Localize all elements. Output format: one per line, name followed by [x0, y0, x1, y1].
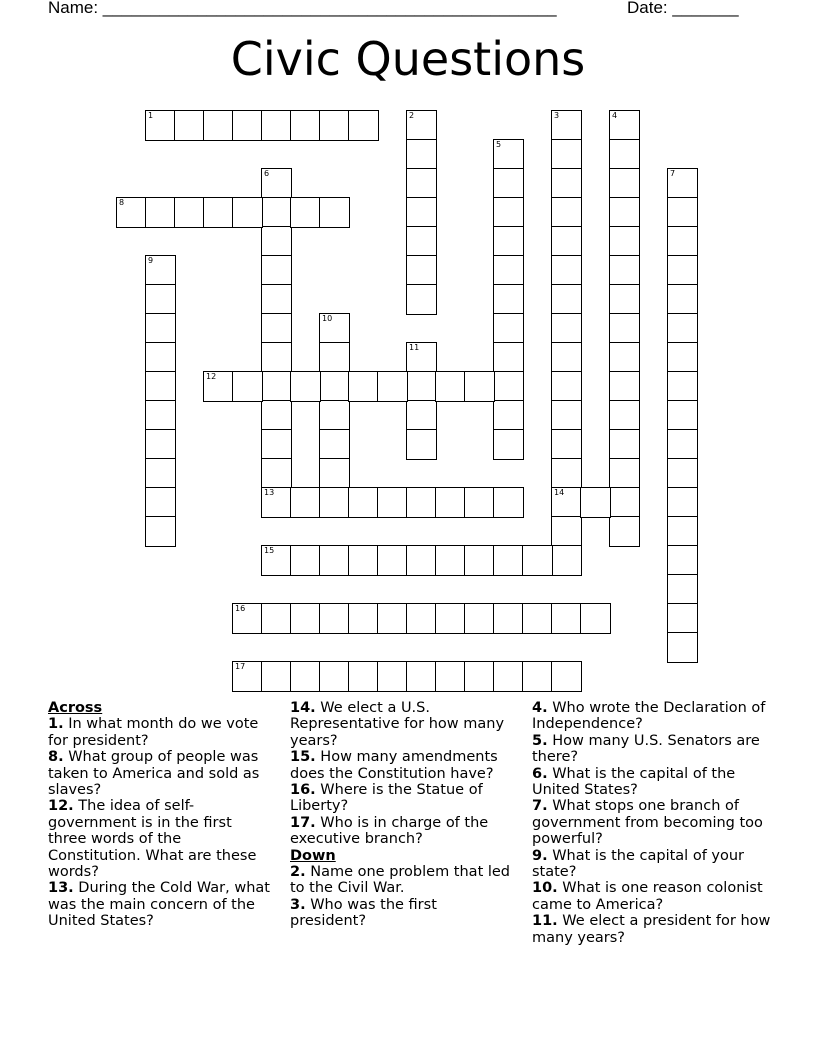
cell-number: 14	[554, 488, 565, 497]
grid-cell[interactable]	[551, 342, 582, 373]
grid-cell[interactable]	[609, 197, 640, 228]
grid-cell[interactable]	[261, 487, 292, 518]
clue-number: 2.	[290, 864, 306, 881]
grid-cell[interactable]	[609, 342, 640, 373]
grid-cell[interactable]	[551, 400, 582, 431]
clue-number: 16.	[290, 782, 316, 799]
grid-cell[interactable]	[493, 545, 524, 576]
grid-cell[interactable]	[319, 545, 350, 576]
grid-cell[interactable]	[348, 661, 379, 692]
puzzle-title: Civic Questions	[230, 32, 586, 86]
cell-number: 4	[612, 111, 618, 120]
grid-cell[interactable]	[609, 226, 640, 257]
grid-cell[interactable]	[406, 545, 437, 576]
grid-cell[interactable]	[261, 110, 292, 141]
grid-cell[interactable]	[261, 226, 292, 257]
grid-cell[interactable]	[290, 197, 321, 228]
grid-cell[interactable]	[319, 487, 350, 518]
grid-cell[interactable]	[551, 661, 582, 692]
grid-cell[interactable]	[261, 255, 292, 286]
grid-cell[interactable]	[406, 139, 437, 170]
grid-cell[interactable]	[290, 371, 321, 402]
grid-cell[interactable]	[609, 284, 640, 315]
across-heading: Across	[48, 700, 103, 716]
grid-cell[interactable]	[609, 139, 640, 170]
grid-cell[interactable]	[145, 487, 176, 518]
grid-cell[interactable]	[667, 632, 698, 663]
grid-cell[interactable]	[145, 400, 176, 431]
grid-cell[interactable]	[261, 661, 292, 692]
clue-number: 6.	[532, 765, 548, 782]
cell-number: 17	[235, 662, 246, 671]
grid-cell[interactable]	[667, 197, 698, 228]
grid-cell[interactable]	[667, 400, 698, 431]
grid-cell[interactable]	[609, 516, 640, 547]
clue-number: 17.	[290, 814, 316, 831]
cell-number: 16	[235, 604, 246, 613]
clue-text: What is the capital of the United States?	[532, 765, 736, 799]
clue-down-3	[290, 897, 515, 930]
grid-cell[interactable]	[667, 226, 698, 257]
grid-cell[interactable]	[406, 168, 437, 199]
cell-number: 15	[264, 546, 275, 555]
grid-cell[interactable]	[174, 110, 205, 141]
clue-number: 14.	[290, 700, 316, 716]
grid-cell[interactable]	[290, 661, 321, 692]
grid-cell[interactable]	[522, 545, 553, 576]
grid-cell[interactable]	[551, 168, 582, 199]
grid-cell[interactable]	[145, 197, 176, 228]
grid-cell[interactable]	[290, 545, 321, 576]
grid-cell[interactable]	[261, 429, 292, 460]
grid-cell[interactable]	[261, 284, 292, 315]
grid-cell[interactable]	[493, 487, 524, 518]
grid-cell[interactable]	[319, 458, 350, 489]
grid-cell[interactable]	[348, 545, 379, 576]
grid-cell[interactable]	[667, 458, 698, 489]
grid-cell[interactable]	[145, 110, 176, 141]
grid-cell[interactable]	[406, 400, 437, 431]
grid-cell[interactable]	[377, 371, 408, 402]
cell-number: 10	[322, 314, 333, 323]
grid-cell[interactable]	[522, 603, 553, 634]
grid-cell[interactable]	[319, 603, 350, 634]
grid-cell[interactable]	[145, 458, 176, 489]
grid-cell[interactable]	[377, 603, 408, 634]
clue-text: The idea of self-government is in the first three words of the Constitution. What are these words?	[48, 798, 257, 881]
clue-number: 11.	[532, 913, 558, 930]
grid-cell[interactable]	[667, 545, 698, 576]
grid-cell[interactable]	[261, 603, 292, 634]
grid-cell[interactable]	[464, 545, 495, 576]
clue-text: How many amendments does the Constitution have?	[290, 749, 498, 782]
cell-number: 7	[670, 169, 676, 178]
grid-cell[interactable]	[667, 603, 698, 634]
clue-text: We elect a U.S. Representative for how many years?	[290, 700, 505, 749]
clue-across-15	[290, 749, 515, 782]
grid-cell[interactable]	[609, 110, 640, 141]
clue-text: What is the capital of your state?	[532, 847, 745, 881]
grid-cell[interactable]	[232, 661, 263, 692]
grid-cell[interactable]	[406, 342, 437, 373]
grid-cell[interactable]	[667, 429, 698, 460]
grid-cell[interactable]	[319, 400, 350, 431]
clue-down-5	[532, 733, 772, 766]
grid-cell[interactable]	[551, 458, 582, 489]
clue-down-2	[290, 864, 515, 897]
grid-cell[interactable]	[203, 197, 234, 228]
grid-cell[interactable]	[319, 429, 350, 460]
grid-cell[interactable]	[232, 197, 263, 228]
grid-cell[interactable]	[145, 313, 176, 344]
grid-cell[interactable]	[290, 487, 321, 518]
name-line: Name: ________________________________________________	[48, 0, 557, 17]
grid-cell[interactable]	[551, 313, 582, 344]
grid-cell[interactable]	[493, 429, 524, 460]
grid-cell[interactable]	[377, 545, 408, 576]
grid-cell[interactable]	[493, 371, 524, 402]
grid-cell[interactable]	[406, 603, 437, 634]
grid-cell[interactable]	[551, 139, 582, 170]
clue-number: 7.	[532, 798, 548, 815]
grid-cell[interactable]	[406, 371, 437, 402]
grid-cell[interactable]	[377, 487, 408, 518]
grid-cell[interactable]	[551, 197, 582, 228]
clue-number: 9.	[532, 847, 548, 864]
grid-cell[interactable]	[406, 110, 437, 141]
clue-across-1	[48, 716, 273, 749]
cell-number: 12	[206, 372, 217, 381]
grid-cell[interactable]	[261, 342, 292, 373]
cell-number: 13	[264, 488, 275, 497]
clue-text: What is one reason colonist came to America?	[532, 880, 763, 913]
grid-cell[interactable]	[348, 487, 379, 518]
grid-cell[interactable]	[261, 197, 292, 228]
grid-cell[interactable]	[319, 313, 350, 344]
grid-cell[interactable]	[435, 661, 466, 692]
grid-cell[interactable]	[435, 487, 466, 518]
grid-cell[interactable]	[406, 197, 437, 228]
grid-cell[interactable]	[609, 255, 640, 286]
grid-cell[interactable]	[377, 661, 408, 692]
grid-cell[interactable]	[667, 255, 698, 286]
grid-cell[interactable]	[203, 371, 234, 402]
grid-cell[interactable]	[609, 168, 640, 199]
grid-cell[interactable]	[174, 197, 205, 228]
grid-cell[interactable]	[319, 197, 350, 228]
clue-across-14	[290, 700, 515, 749]
clue-text: Who was the first president?	[290, 896, 437, 930]
clue-down-7	[532, 798, 772, 847]
grid-cell[interactable]	[261, 371, 292, 402]
grid-cell[interactable]	[493, 603, 524, 634]
grid-cell[interactable]	[551, 371, 582, 402]
grid-cell[interactable]	[145, 255, 176, 286]
grid-cell[interactable]	[551, 226, 582, 257]
date-line: Date: _______	[627, 0, 739, 17]
grid-cell[interactable]	[406, 255, 437, 286]
grid-cell[interactable]	[435, 371, 466, 402]
grid-cell[interactable]	[493, 342, 524, 373]
grid-cell[interactable]	[667, 313, 698, 344]
clue-text: Who is in charge of the executive branch?	[290, 814, 489, 848]
grid-cell[interactable]	[551, 284, 582, 315]
clue-text: In what month do we vote for president?	[48, 716, 259, 749]
grid-cell[interactable]	[406, 487, 437, 518]
grid-cell[interactable]	[493, 139, 524, 170]
grid-cell[interactable]	[261, 168, 292, 199]
grid-cell[interactable]	[261, 313, 292, 344]
clue-text: Where is the Statue of Liberty?	[290, 782, 483, 815]
clue-number: 1.	[48, 716, 64, 733]
clue-number: 13.	[48, 880, 74, 897]
grid-cell[interactable]	[580, 603, 611, 634]
clue-text: Who wrote the Declaration of Independence?	[532, 700, 766, 733]
clue-down-10	[532, 880, 772, 913]
grid-cell[interactable]	[435, 603, 466, 634]
grid-cell[interactable]	[290, 603, 321, 634]
cell-number: 8	[119, 198, 125, 207]
grid-cell[interactable]	[609, 458, 640, 489]
clue-text: How many U.S. Senators are there?	[532, 732, 760, 766]
grid-cell[interactable]	[551, 110, 582, 141]
grid-cell[interactable]	[493, 197, 524, 228]
clue-down-9	[532, 848, 772, 881]
grid-cell[interactable]	[435, 545, 466, 576]
clue-down-4	[532, 700, 772, 733]
grid-cell[interactable]	[551, 516, 582, 547]
grid-cell[interactable]	[203, 110, 234, 141]
grid-cell[interactable]	[609, 400, 640, 431]
clue-down-11	[532, 913, 772, 946]
grid-cell[interactable]	[609, 487, 640, 518]
grid-cell[interactable]	[493, 661, 524, 692]
cell-number: 1	[148, 111, 154, 120]
grid-cell[interactable]	[406, 429, 437, 460]
clue-down-6	[532, 766, 772, 799]
grid-cell[interactable]	[551, 545, 582, 576]
grid-cell[interactable]	[464, 661, 495, 692]
grid-cell[interactable]	[667, 516, 698, 547]
clue-text: We elect a president for how many years?	[532, 913, 771, 946]
grid-cell[interactable]	[493, 226, 524, 257]
cell-number: 6	[264, 169, 270, 178]
grid-cell[interactable]	[406, 226, 437, 257]
grid-cell[interactable]	[232, 603, 263, 634]
grid-cell[interactable]	[551, 603, 582, 634]
clue-number: 8.	[48, 749, 64, 766]
grid-cell[interactable]	[348, 371, 379, 402]
grid-cell[interactable]	[551, 255, 582, 286]
grid-cell[interactable]	[609, 313, 640, 344]
clue-number: 5.	[532, 732, 548, 749]
clue-across-8	[48, 749, 273, 798]
clue-text: What stops one branch of government from becoming too powerful?	[532, 798, 763, 848]
grid-cell[interactable]	[145, 371, 176, 402]
grid-cell[interactable]	[232, 371, 263, 402]
grid-cell[interactable]	[145, 429, 176, 460]
grid-cell[interactable]	[667, 371, 698, 402]
cell-number: 2	[409, 111, 415, 120]
clue-number: 10.	[532, 880, 558, 897]
clue-number: 15.	[290, 749, 316, 766]
grid-cell[interactable]	[667, 574, 698, 605]
grid-cell[interactable]	[493, 313, 524, 344]
clue-number: 3.	[290, 896, 306, 913]
grid-cell[interactable]	[145, 516, 176, 547]
clue-text: What group of people was taken to America and sold as slaves?	[48, 749, 260, 799]
grid-cell[interactable]	[319, 342, 350, 373]
grid-cell[interactable]	[493, 168, 524, 199]
clue-text: During the Cold War, what was the main concern of the United States?	[48, 880, 270, 930]
clue-text: Name one problem that led to the Civil War.	[290, 864, 511, 897]
grid-cell[interactable]	[522, 661, 553, 692]
grid-cell[interactable]	[116, 197, 147, 228]
grid-cell[interactable]	[348, 603, 379, 634]
grid-cell[interactable]	[261, 400, 292, 431]
clue-column-3	[532, 700, 772, 946]
grid-cell[interactable]	[464, 371, 495, 402]
grid-cell[interactable]	[667, 342, 698, 373]
cell-number: 3	[554, 111, 560, 120]
grid-cell[interactable]	[609, 371, 640, 402]
grid-cell[interactable]	[406, 661, 437, 692]
clue-across-12	[48, 798, 273, 880]
grid-cell[interactable]	[667, 284, 698, 315]
grid-cell[interactable]	[667, 487, 698, 518]
grid-cell[interactable]	[551, 487, 582, 518]
clue-across-13	[48, 880, 273, 929]
grid-cell[interactable]	[290, 110, 321, 141]
grid-cell[interactable]	[319, 371, 350, 402]
grid-cell[interactable]	[551, 429, 582, 460]
grid-cell[interactable]	[464, 603, 495, 634]
grid-cell[interactable]	[493, 284, 524, 315]
cell-number: 9	[148, 256, 154, 265]
clue-number: 4.	[532, 700, 548, 716]
clue-column-2	[290, 700, 515, 930]
grid-cell[interactable]	[406, 284, 437, 315]
grid-cell[interactable]	[464, 487, 495, 518]
grid-cell[interactable]	[319, 661, 350, 692]
grid-cell[interactable]	[232, 110, 263, 141]
grid-cell[interactable]	[348, 110, 379, 141]
grid-cell[interactable]	[145, 342, 176, 373]
cell-number: 5	[496, 140, 502, 149]
grid-cell[interactable]	[261, 458, 292, 489]
grid-cell[interactable]	[609, 429, 640, 460]
clue-number: 12.	[48, 798, 74, 815]
grid-cell[interactable]	[580, 487, 611, 518]
clue-column-1	[48, 700, 273, 930]
grid-cell[interactable]	[493, 255, 524, 286]
grid-cell[interactable]	[319, 110, 350, 141]
grid-cell[interactable]	[493, 400, 524, 431]
cell-number: 11	[409, 343, 420, 352]
grid-cell[interactable]	[667, 168, 698, 199]
clue-across-16	[290, 782, 515, 815]
grid-cell[interactable]	[145, 284, 176, 315]
clue-across-17	[290, 815, 515, 848]
grid-cell[interactable]	[261, 545, 292, 576]
down-heading: Down	[290, 847, 336, 864]
